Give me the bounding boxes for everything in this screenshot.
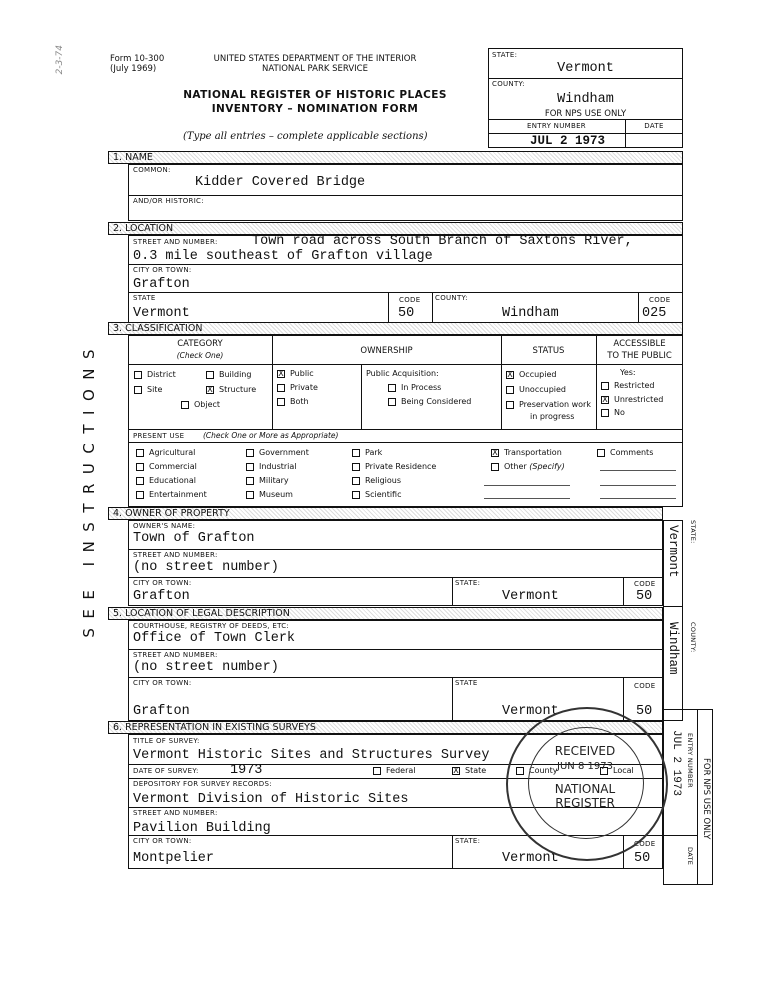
present-use-label: PRESENT USE	[133, 432, 185, 440]
accessible-header-2: TO THE PUBLIC	[607, 351, 672, 361]
side-county-tag: COUNTY:	[689, 622, 697, 653]
category-subheader: (Check One)	[176, 351, 224, 360]
stamp-national: NATIONAL	[554, 782, 616, 796]
accessible-unrestricted[interactable]: X Unrestricted	[602, 394, 664, 404]
owner-state-value: Vermont	[502, 589, 559, 604]
survey-county[interactable]: County	[516, 766, 558, 775]
use-religious[interactable]: Religious	[352, 476, 401, 485]
entry-date-stamp: JUL 2 1973	[530, 134, 606, 148]
use-scientific[interactable]: Scientific	[352, 490, 402, 499]
use-other[interactable]: Other (Specify)	[491, 462, 565, 471]
date-label: DATE	[644, 122, 664, 130]
owner-name-value: Town of Grafton	[133, 531, 255, 546]
ownership-public[interactable]: X Public	[278, 368, 314, 378]
checkbox-both	[277, 398, 285, 406]
checkbox-transportation-checked: X	[492, 447, 498, 457]
acquisition-being-considered[interactable]: Being Considered	[388, 397, 471, 406]
legal-street-value: (no street number)	[133, 660, 279, 675]
see-instructions-label: SEE INSTRUCTIONS	[80, 340, 98, 638]
header-county-value: Windham	[557, 92, 614, 107]
accessible-header-1: ACCESSIBLE	[613, 339, 666, 349]
survey-state[interactable]: X State	[453, 765, 487, 775]
use-educational[interactable]: Educational	[136, 476, 196, 485]
owner-name-label: OWNER'S NAME:	[133, 522, 196, 530]
historic-name-label: AND/OR HISTORIC:	[133, 197, 204, 205]
checkbox-being-considered	[388, 398, 396, 406]
checkbox-unrestricted-checked: X	[602, 394, 608, 404]
accessible-restricted[interactable]: Restricted	[601, 381, 654, 390]
location-county-code: 025	[642, 306, 667, 321]
status-preservation-line2: in progress	[530, 412, 575, 421]
category-structure[interactable]: X Structure	[207, 384, 257, 394]
public-acquisition-label: Public Acquisition:	[366, 369, 439, 378]
status-preservation[interactable]: Preservation work	[506, 400, 591, 409]
location-street-value-1: Town road across South Branch of Saxtons River,	[252, 234, 633, 249]
checkbox-unoccupied	[506, 386, 514, 394]
use-government[interactable]: Government	[246, 448, 309, 457]
use-agricultural[interactable]: Agricultural	[136, 448, 195, 457]
checkbox-site	[134, 386, 142, 394]
location-county-value: Windham	[502, 306, 559, 321]
present-use-note: (Check One or More as Appropriate)	[203, 431, 339, 440]
category-site[interactable]: Site	[134, 385, 162, 394]
survey-code-value: 50	[634, 851, 651, 866]
section-legal-header: 5. LOCATION OF LEGAL DESCRIPTION	[108, 607, 663, 620]
section-name-header: 1. NAME	[108, 151, 683, 164]
use-private-residence[interactable]: Private Residence	[352, 462, 436, 471]
section-surveys-header: 6. REPRESENTATION IN EXISTING SURVEYS	[108, 721, 663, 734]
side-county-value: Windham	[666, 622, 680, 675]
side-entry-date: JUL 2 1973	[670, 730, 682, 797]
instructions-note: (Type all entries – complete applicable sections)	[183, 131, 428, 142]
owner-code-value: 50	[636, 589, 653, 604]
location-city-value: Grafton	[133, 277, 190, 292]
stamp-received: RECEIVED	[554, 744, 616, 758]
survey-state-label: STATE:	[455, 837, 481, 845]
checkbox-district	[134, 371, 142, 379]
location-state-value: Vermont	[133, 306, 190, 321]
section-location-header: 2. LOCATION	[108, 222, 683, 235]
owner-city-label: CITY OR TOWN:	[133, 579, 192, 587]
survey-street-label: STREET AND NUMBER:	[133, 809, 218, 817]
owner-street-value: (no street number)	[133, 560, 279, 575]
form-title-1: NATIONAL REGISTER OF HISTORIC PLACES	[183, 89, 447, 101]
checkbox-private	[277, 384, 285, 392]
use-comments[interactable]: Comments	[597, 448, 653, 457]
use-park[interactable]: Park	[352, 448, 382, 457]
survey-date-value: 1973	[230, 763, 263, 778]
use-commercial[interactable]: Commercial	[136, 462, 197, 471]
owner-street-label: STREET AND NUMBER:	[133, 551, 218, 559]
header-state-value: Vermont	[557, 61, 614, 76]
name-box	[128, 164, 683, 221]
courthouse-label: COURTHOUSE, REGISTRY OF DEEDS, ETC:	[133, 622, 290, 630]
survey-city-value: Montpelier	[133, 851, 215, 866]
use-museum[interactable]: Museum	[246, 490, 293, 499]
survey-date-label: DATE OF SURVEY:	[133, 767, 199, 775]
side-nps-use-only: FOR NPS USE ONLY	[701, 758, 711, 840]
margin-note: 2-3-74	[55, 45, 65, 75]
accessible-yes-label: Yes:	[620, 368, 636, 377]
side-date-label: DATE	[686, 847, 694, 866]
ownership-both[interactable]: Both	[277, 397, 309, 406]
checkbox-structure-checked: X	[207, 384, 213, 394]
category-district[interactable]: District	[134, 370, 176, 379]
checkbox-occupied-checked: X	[507, 369, 513, 379]
section-classification-header: 3. CLASSIFICATION	[108, 322, 683, 335]
legal-code-label: CODE	[634, 682, 656, 690]
survey-city-label: CITY OR TOWN:	[133, 837, 192, 845]
courthouse-value: Office of Town Clerk	[133, 631, 296, 646]
category-object[interactable]: Object	[181, 400, 220, 409]
location-state-label: STATE	[133, 294, 156, 302]
checkbox-preservation	[506, 401, 514, 409]
location-street-label: STREET AND NUMBER:	[133, 238, 218, 246]
form-title-2: INVENTORY – NOMINATION FORM	[211, 103, 419, 115]
owner-city-value: Grafton	[133, 589, 190, 604]
side-entry-number-label: ENTRY NUMBER	[686, 733, 694, 788]
use-transportation[interactable]: X Transportation	[492, 447, 562, 457]
location-state-code: 50	[398, 306, 415, 321]
checkbox-in-process	[388, 384, 396, 392]
checkbox-object	[181, 401, 189, 409]
survey-title-label: TITLE OF SURVEY:	[133, 737, 200, 745]
legal-city-value: Grafton	[133, 704, 190, 719]
status-occupied[interactable]: X Occupied	[507, 369, 557, 379]
legal-code-value: 50	[636, 704, 653, 719]
service: NATIONAL PARK SERVICE	[262, 64, 368, 74]
section-owner-header: 4. OWNER OF PROPERTY	[108, 507, 663, 520]
location-county-code-label: CODE	[649, 296, 671, 304]
location-code-label: CODE	[399, 296, 421, 304]
depository-value: Vermont Division of Historic Sites	[133, 792, 409, 807]
survey-code-label: CODE	[634, 840, 656, 848]
legal-city-label: CITY OR TOWN:	[133, 679, 192, 687]
depository-label: DEPOSITORY FOR SURVEY RECORDS:	[133, 780, 272, 788]
stamp-register: REGISTER	[555, 796, 615, 810]
survey-street-value: Pavilion Building	[133, 821, 271, 836]
header-state-label: STATE:	[492, 51, 518, 59]
common-name-label: COMMON:	[133, 166, 171, 174]
side-state-tag: STATE:	[689, 520, 697, 544]
category-building[interactable]: Building	[206, 370, 251, 379]
use-industrial[interactable]: Industrial	[246, 462, 297, 471]
ownership-private[interactable]: Private	[277, 383, 318, 392]
accessible-no[interactable]: No	[601, 408, 625, 417]
checkbox-building	[206, 371, 214, 379]
survey-local[interactable]: Local	[600, 766, 634, 775]
survey-federal[interactable]: Federal	[373, 766, 416, 775]
survey-title-value: Vermont Historic Sites and Structures Survey	[133, 748, 490, 763]
owner-state-label: STATE:	[455, 579, 481, 587]
department: UNITED STATES DEPARTMENT OF THE INTERIOR	[213, 54, 417, 64]
legal-street-label: STREET AND NUMBER:	[133, 651, 218, 659]
checkbox-no	[601, 409, 609, 417]
stamp-date: JUN 8 1973	[557, 761, 613, 772]
status-unoccupied[interactable]: Unoccupied	[506, 385, 566, 394]
form-number: Form 10-300	[110, 54, 165, 64]
nps-use-label: FOR NPS USE ONLY	[544, 109, 627, 119]
owner-code-label: CODE	[634, 580, 656, 588]
use-military[interactable]: Military	[246, 476, 289, 485]
checkbox-survey-state-checked: X	[453, 765, 459, 775]
side-state-value: Vermont	[666, 525, 680, 578]
form-date: (July 1969)	[110, 64, 157, 74]
entry-number-label: ENTRY NUMBER	[527, 122, 586, 130]
ownership-header: OWNERSHIP	[360, 346, 413, 356]
legal-state-label: STATE	[455, 679, 478, 687]
location-county-label: COUNTY:	[435, 294, 468, 302]
location-city-label: CITY OR TOWN:	[133, 266, 192, 274]
common-name-value: Kidder Covered Bridge	[195, 175, 366, 190]
use-entertainment[interactable]: Entertainment	[136, 490, 207, 499]
legal-state-value: Vermont	[502, 704, 559, 719]
location-street-value-2: 0.3 mile southeast of Grafton village	[133, 249, 433, 264]
checkbox-public-checked: X	[278, 368, 284, 378]
header-county-label: COUNTY:	[492, 80, 525, 88]
category-header: CATEGORY	[177, 339, 223, 349]
survey-state-value: Vermont	[502, 851, 559, 866]
status-header: STATUS	[532, 346, 565, 356]
acquisition-in-process[interactable]: In Process	[388, 383, 441, 392]
checkbox-restricted	[601, 382, 609, 390]
